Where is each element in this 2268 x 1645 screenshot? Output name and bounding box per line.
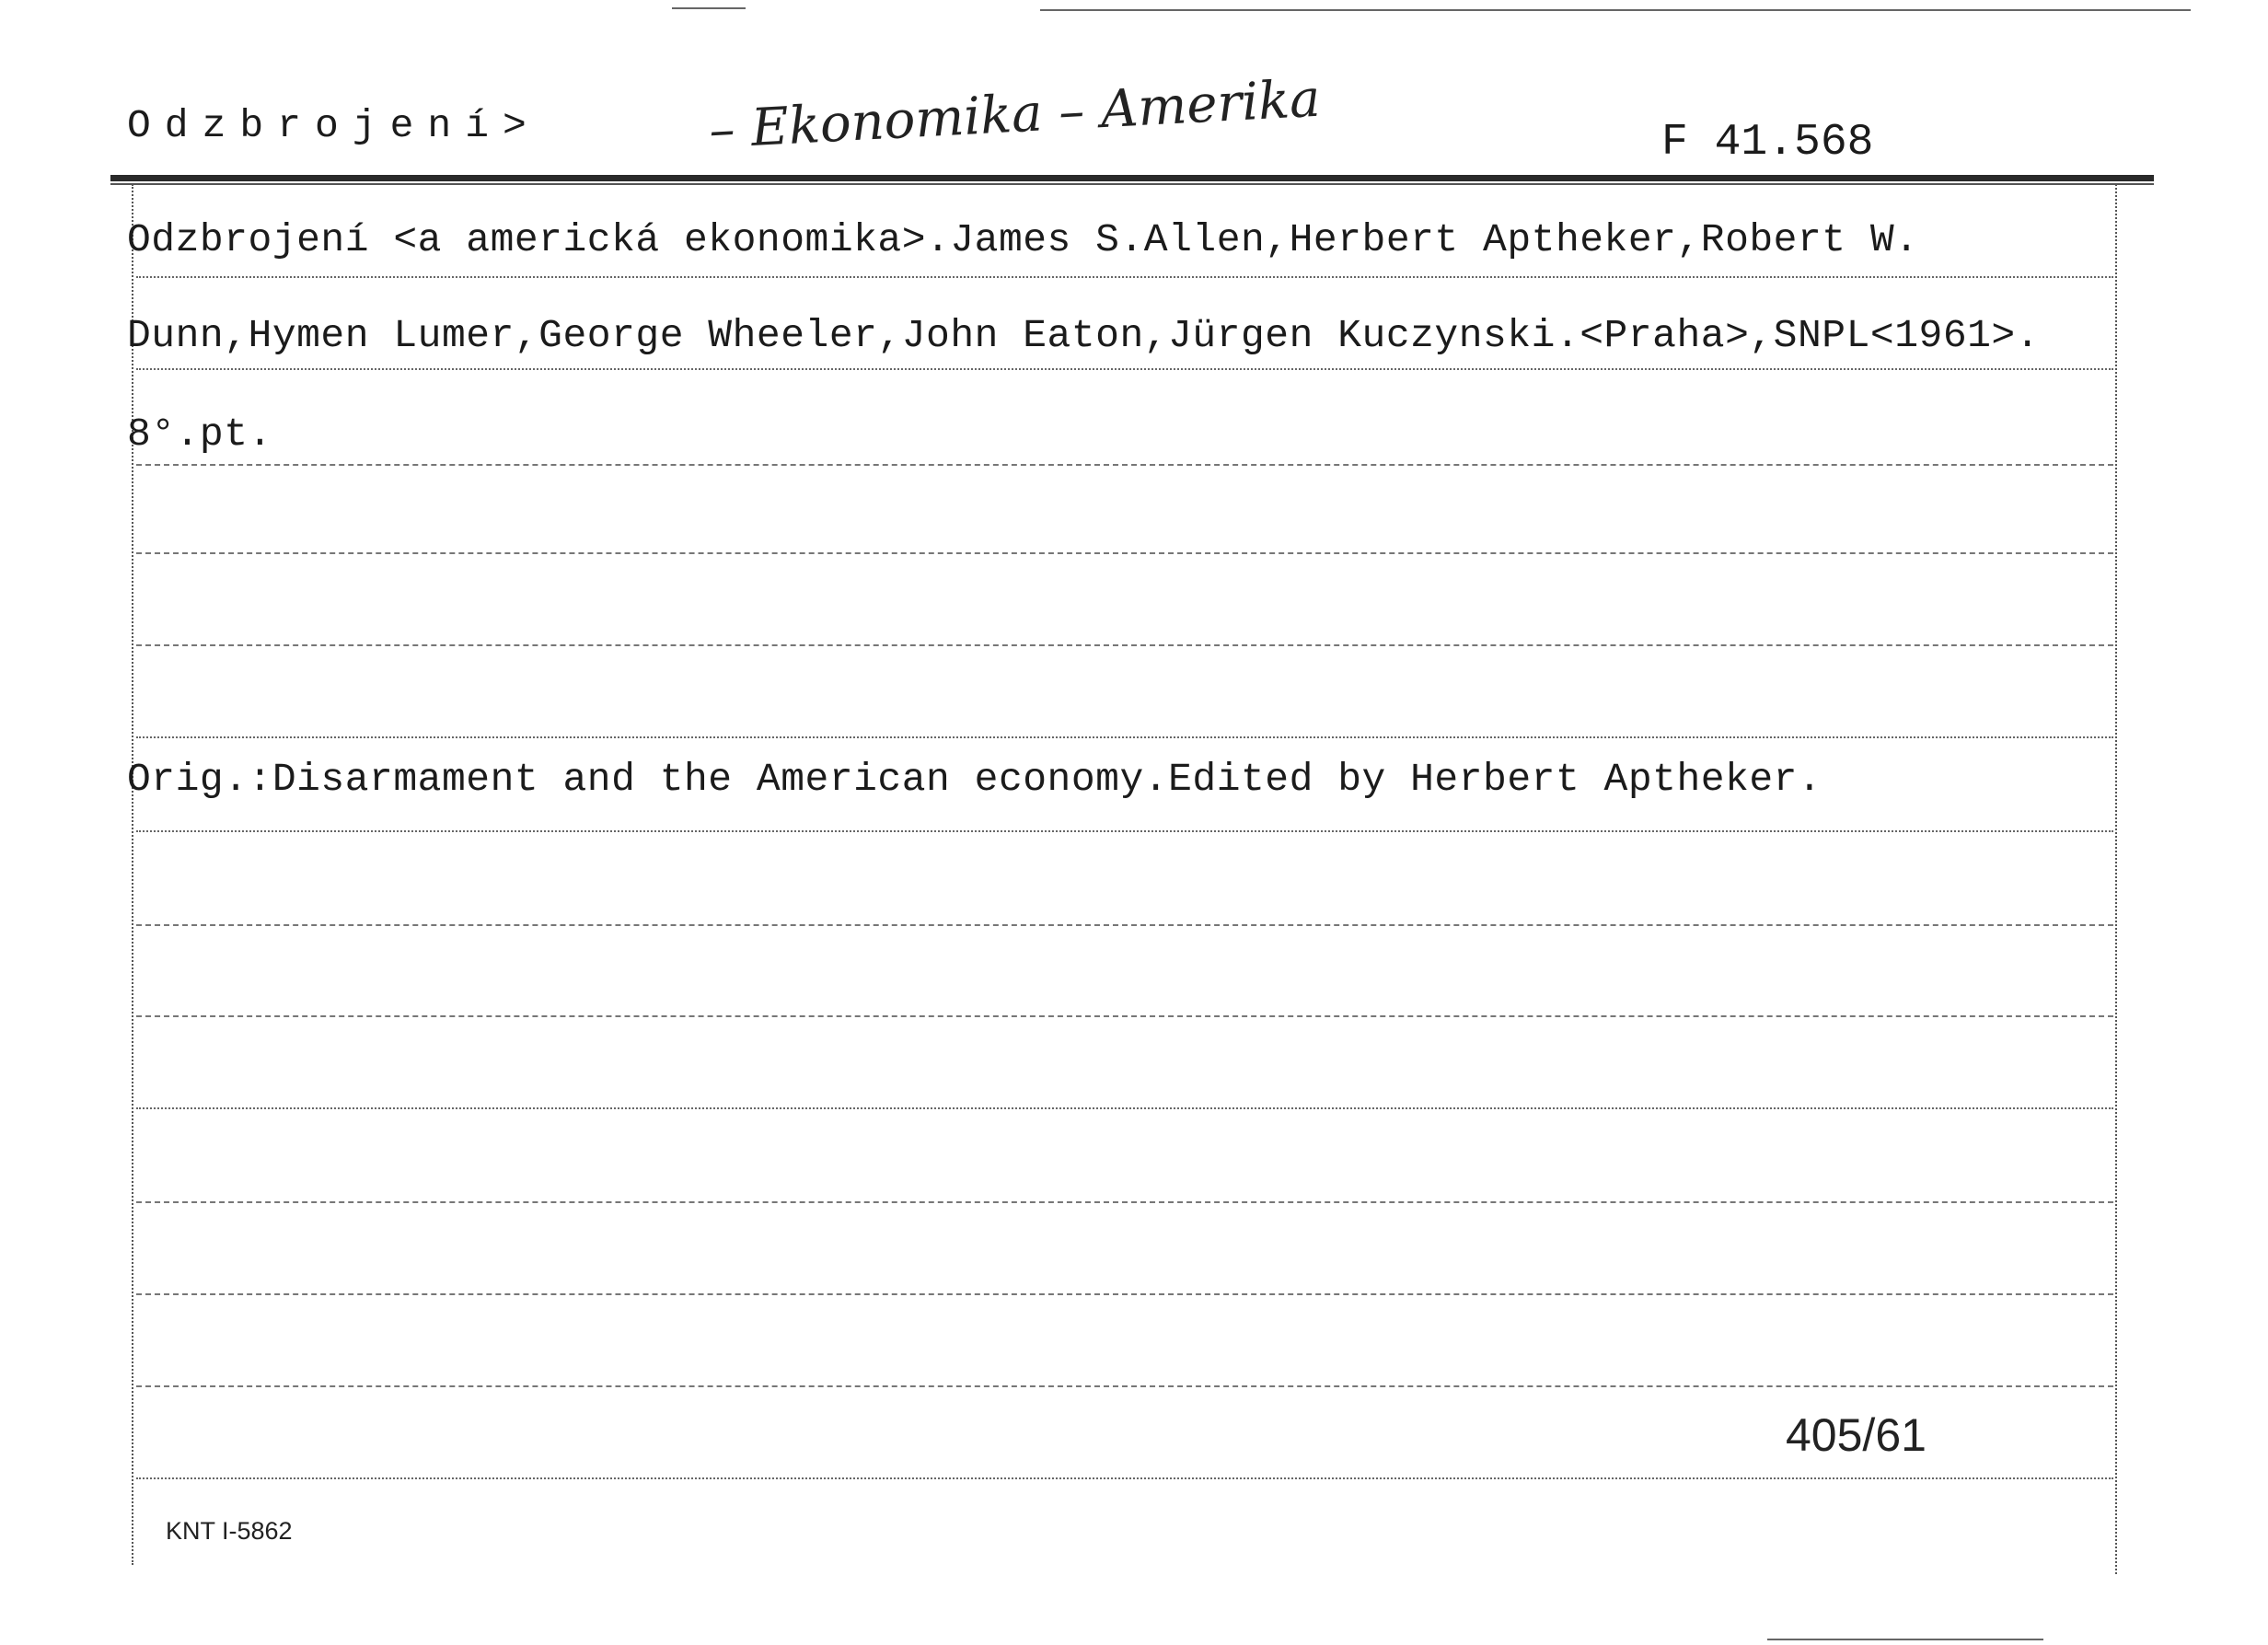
right-margin-line (2115, 184, 2117, 1574)
ruled-line (136, 1385, 2113, 1387)
ruled-line (136, 1293, 2113, 1295)
accession-stamp: 405/61 (1786, 1409, 1927, 1461)
printer-mark: KNT I-5862 (166, 1517, 293, 1545)
scan-mark (1767, 1639, 2043, 1640)
ruled-line (136, 368, 2113, 370)
ruled-line (136, 1201, 2113, 1203)
card-heading: Odzbrojení> (127, 103, 540, 148)
scan-mark (1040, 9, 2191, 11)
ruled-line (136, 276, 2113, 278)
entry-line-1: Odzbrojení <a americká ekonomika>.James S.Allen,Herbert Aptheker,Robert W. (127, 217, 1919, 262)
scan-mark (672, 7, 746, 9)
call-number: F 41.568 (1661, 118, 1874, 168)
handwritten-subject: – Ekonomika – Amerika (707, 68, 1322, 161)
ruled-line (136, 1015, 2113, 1017)
top-rule-thin (110, 183, 2154, 185)
top-rule (110, 175, 2154, 181)
ruled-line (136, 644, 2113, 646)
ruled-line (136, 736, 2113, 738)
left-margin-line (132, 184, 133, 1565)
ruled-line (136, 1107, 2113, 1109)
entry-line-2: Dunn,Hymen Lumer,George Wheeler,John Eaton,Jürgen Kuczynski.<Praha>,SNPL<1961>. (127, 313, 2041, 358)
ruled-line (136, 830, 2113, 832)
ruled-line (136, 552, 2113, 554)
ruled-line (136, 464, 2113, 466)
ruled-line (136, 924, 2113, 926)
ruled-line (136, 1477, 2113, 1479)
original-title-line: Orig.:Disarmament and the American economy.Edited by Herbert Aptheker. (127, 757, 1822, 802)
entry-line-3: 8°.pt. (127, 411, 272, 457)
